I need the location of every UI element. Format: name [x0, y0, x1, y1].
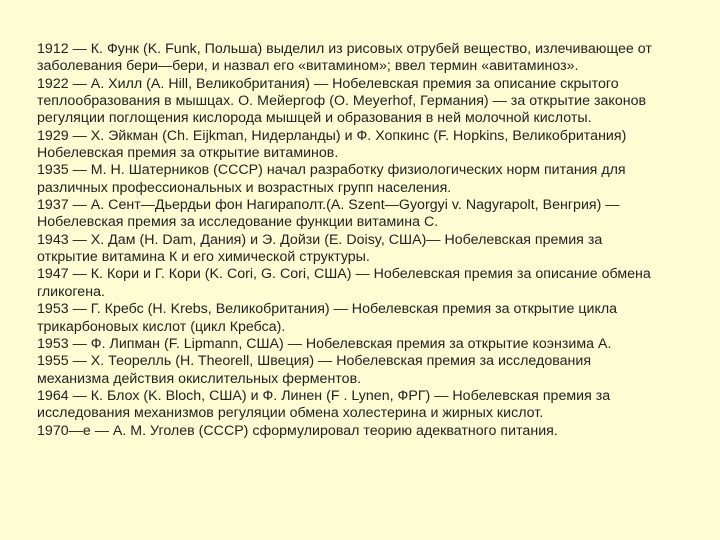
text-line: Нобелевская премия за открытие витаминов.: [37, 145, 339, 162]
text-line: трикарбоновых кислот (цикл Кребса).: [37, 318, 286, 335]
text-line: 1964 — К. Блох (K. Bloch, США) и Ф. Линен (F . Lynen, ФРГ) — Нобелевская премия за: [37, 387, 611, 404]
text-line: 1922 — А. Хилл (A. Hill, Великобритания) — Нобелевская премия за описание скрытого: [37, 75, 619, 92]
text-line: 1912 — К. Функ (K. Funk, Польша) выделил из рисовых отрубей вещество, излечивающее от: [37, 41, 652, 57]
text-line: 1937 — А. Сент—Дьердьи фон Нагираполт.(A. Szent—Gyorgyi v. Nagyrapolt, Венгрия) —: [37, 197, 620, 214]
text-line: механизма действия окислительных ферментов.: [37, 370, 362, 387]
text-line: 1970—е — А. М. Уголев (СССР) сформулировал теорию адекватного питания.: [37, 422, 558, 439]
timeline-text: [37, 41, 690, 440]
text-line: исследования механизмов регуляции обмена холестерина и жирных кислот.: [37, 405, 544, 422]
text-line: 1955 — Х. Теорелль (H. Theorell, Швеция) — Нобелевская премия за исследования: [37, 353, 592, 370]
text-line: регуляции поглощения кислорода мышцей и образования в ней молочной кислоты.: [37, 110, 592, 127]
text-line: различных профессиональных и возрастных групп населения.: [37, 179, 452, 196]
text-line: 1935 — М. Н. Шатерников (СССР) начал разработку физиологических норм питания для: [37, 162, 626, 179]
text-line: Нобелевская премия за исследование функции витамина С.: [37, 214, 439, 231]
text-line: 1929 — Х. Эйкман (Ch. Eijkman, Нидерланды) и Ф. Хопкинс (F. Hopkins, Великобритания): [37, 127, 627, 144]
text-line: теплообразования в мышцах. О. Мейергоф (O. Meyerhof, Германия) — за открытие законов: [37, 93, 647, 110]
text-line: 1943 — Х. Дам (H. Dam, Дания) и Э. Дойзи (E. Doisy, США)— Нобелевская премия за: [37, 231, 603, 248]
text-line: 1953 — Г. Кребс (H. Krebs, Великобритания) — Нобелевская премия за открытие цикла: [37, 301, 618, 318]
text-line: открытие витамина К и его химической структуры.: [37, 249, 370, 266]
text-line: 1947 — К. Кори и Г. Кори (K. Cori, G. Cori, США) — Нобелевская премия за описание обмена: [37, 266, 651, 283]
text-line: гликогена.: [37, 283, 105, 300]
text-line: заболевания бери—бери, и назвал его «витамином»; ввел термин «авитаминоз».: [37, 58, 579, 75]
text-line: 1953 — Ф. Липман (F. Lipmann, США) — Нобелевская премия за открытие коэнзима А.: [37, 335, 612, 352]
